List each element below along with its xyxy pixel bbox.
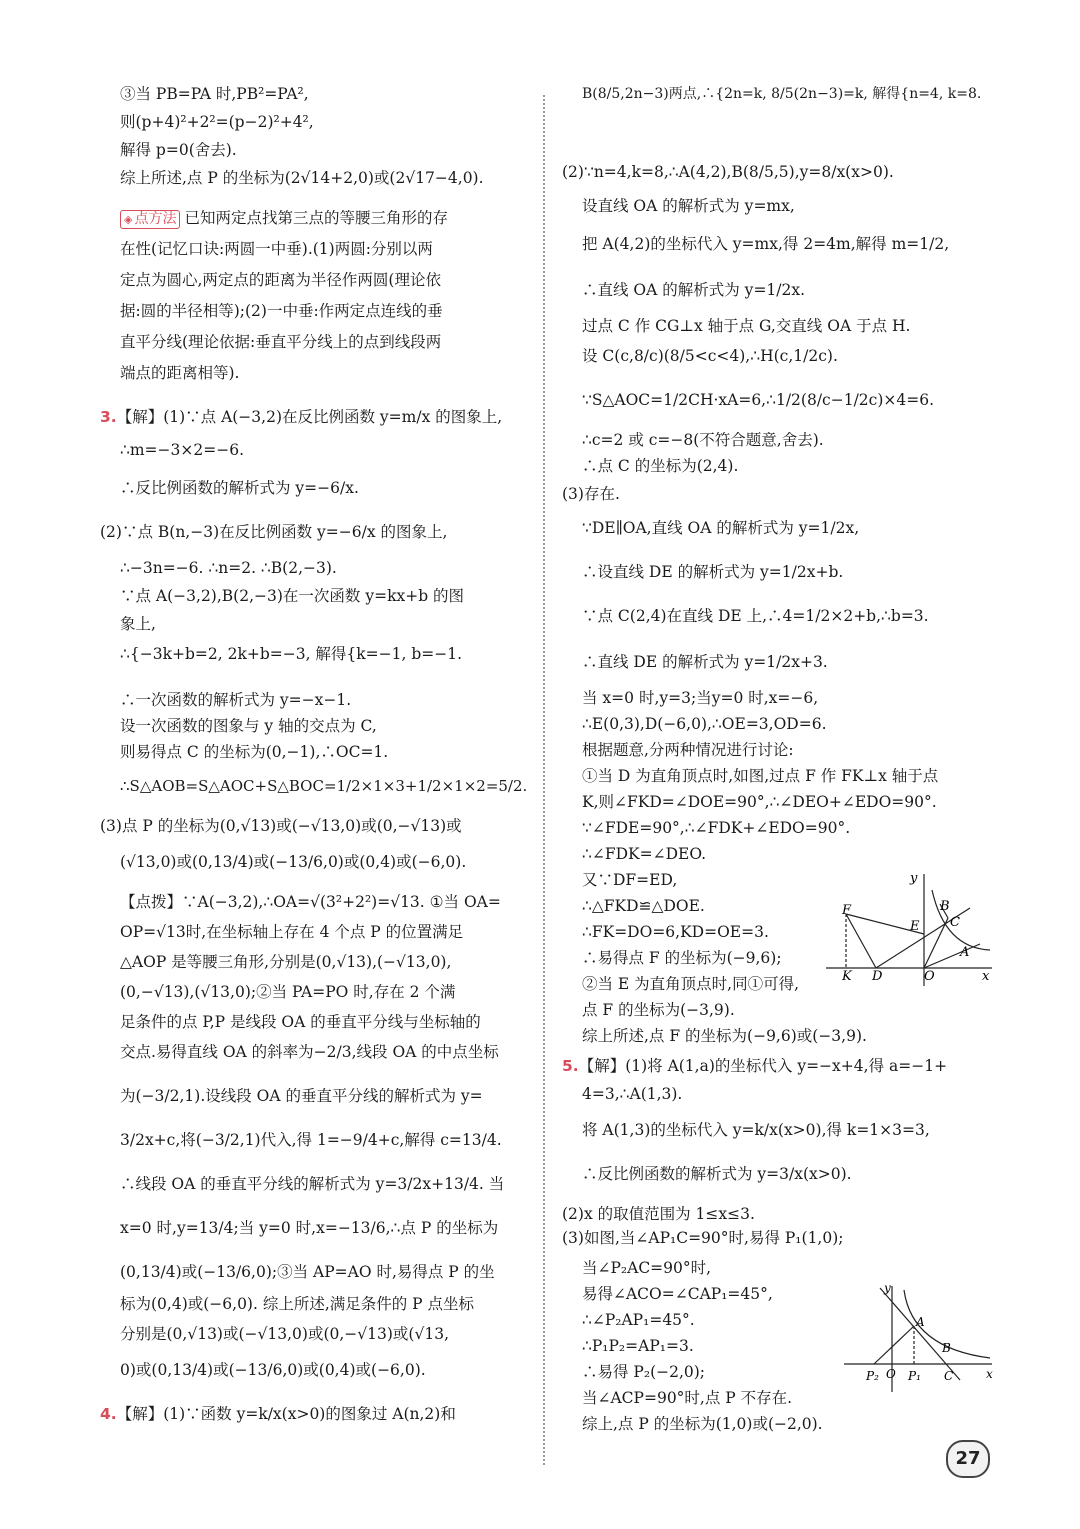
line-text: 当∠P₂AC=90°时, <box>582 1259 712 1277</box>
left-line <box>100 441 532 479</box>
line-text: ∴易得 P₂(−2,0); <box>582 1363 706 1381</box>
line-text: ∵点 A(−3,2),B(2,−3)在一次函数 y=kx+b 的图 <box>120 587 465 605</box>
label-D: D <box>872 969 883 984</box>
line-text: ∴E(0,3),D(−6,0),∴OE=3,OD=6. <box>582 715 827 733</box>
label-A: A <box>916 1315 925 1329</box>
right-line <box>562 819 992 845</box>
label-K: K <box>842 969 852 984</box>
line-text: ∴点 C 的坐标为(2,4). <box>582 457 739 475</box>
line-text: 象上, <box>120 615 156 633</box>
line-text: ∵∠FDE=90°,∴∠FDK+∠EDO=90°. <box>582 819 851 837</box>
line-text: 易得∠ACO=∠CAP₁=45°, <box>582 1285 773 1303</box>
right-line <box>562 563 992 607</box>
label-y: y <box>884 1281 891 1295</box>
line-text: 综上,点 P 的坐标为(1,0)或(−2,0). <box>582 1415 823 1433</box>
left-line <box>100 523 532 559</box>
line-text: 又∵DF=ED, <box>582 871 678 889</box>
left-line <box>100 479 532 523</box>
line-text: ①当 D 为直角顶点时,如图,过点 F 作 FK⊥x 轴于点 <box>582 767 939 785</box>
line-text: 将 A(1,3)的坐标代入 y=k/x(x>0),得 k=1×3=3, <box>582 1121 930 1139</box>
line-text: K,则∠FKD=∠DOE=90°,∴∠DEO+∠EDO=90°. <box>582 793 937 811</box>
right-line <box>562 1085 992 1121</box>
label-B: B <box>942 1341 951 1355</box>
line-text: ∴易得点 F 的坐标为(−9,6); <box>582 949 782 967</box>
left-line <box>100 302 532 333</box>
left-line <box>100 1013 532 1043</box>
left-line <box>100 691 532 717</box>
line-text: 0)或(0,13/4)或(−13/6,0)或(0,4)或(−6,0). <box>120 1361 426 1379</box>
line-text: ∴直线 DE 的解析式为 y=1/2x+3. <box>582 653 828 671</box>
right-line <box>562 767 992 793</box>
line-text: ∴−3n=−6. ∴n=2. ∴B(2,−3). <box>120 559 337 577</box>
left-line <box>100 271 532 302</box>
line-text: ∴一次函数的解析式为 y=−x−1. <box>120 691 352 709</box>
right-line <box>562 793 992 819</box>
left-line <box>100 559 532 587</box>
line-text: ∴直线 OA 的解析式为 y=1/2x. <box>582 281 806 299</box>
diamond-icon: ◈ <box>124 213 133 226</box>
line-text: 则易得点 C 的坐标为(0,−1),∴OC=1. <box>120 743 389 761</box>
line-text: 综上所述,点 P 的坐标为(2√14+2,0)或(2√17−4,0). <box>120 169 484 187</box>
left-line <box>100 1325 532 1361</box>
right-line <box>562 431 992 457</box>
right-line <box>562 1229 992 1259</box>
line-text: (2)x 的取值范围为 1≤x≤3. <box>562 1205 755 1223</box>
line-text: (2)∵点 B(n,−3)在反比例函数 y=−6/x 的图象上, <box>100 523 448 541</box>
line-text: 已知两定点找第三点的等腰三角形的存 <box>184 209 448 227</box>
line-text: △AOP 是等腰三角形,分别是(0,√13),(−√13,0), <box>120 953 452 971</box>
right-line <box>562 235 992 281</box>
line-text: x=0 时,y=13/4;当 y=0 时,x=−13/6,∴点 P 的坐标为 <box>120 1219 499 1237</box>
line-text: (3)点 P 的坐标为(0,√13)或(−√13,0)或(0,−√13)或 <box>100 817 462 835</box>
line-text: ∵DE∥OA,直线 OA 的解析式为 y=1/2x, <box>582 519 860 537</box>
left-line <box>100 1295 532 1325</box>
label-x: x <box>982 969 990 984</box>
label-C: C <box>944 1369 954 1383</box>
left-line <box>100 408 532 441</box>
line-text: 【解】(1)∵点 A(−3,2)在反比例函数 y=m/x 的图象上, <box>116 408 503 426</box>
line-text: 3/2x+c,将(−3/2,1)代入,得 1=−9/4+c,解得 c=13/4. <box>120 1131 502 1149</box>
line-text: 把 A(4,2)的坐标代入 y=mx,得 2=4m,解得 m=1/2, <box>582 235 950 253</box>
left-line <box>100 853 532 893</box>
left-line <box>100 1087 532 1131</box>
line-text: 分别是(0,√13)或(−√13,0)或(0,−√13)或(√13, <box>120 1325 449 1343</box>
line-text: 定点为圆心,两定点的距离为半径作两圆(理论依 <box>120 271 441 289</box>
line-text: 解得 p=0(舍去). <box>120 141 237 159</box>
right-line <box>562 1165 992 1205</box>
line-text: (0,13/4)或(−13/6,0);③当 AP=AO 时,易得点 P 的坐 <box>120 1263 495 1281</box>
line-text: ∴c=2 或 c=−8(不符合题意,舍去). <box>582 431 824 449</box>
label-E: E <box>910 919 920 934</box>
line-text: 直平分线(理论依据:垂直平分线上的点到线段两 <box>120 333 442 351</box>
right-line <box>562 519 992 563</box>
label-x: x <box>986 1367 993 1381</box>
label-F: F <box>842 903 852 918</box>
left-line <box>100 240 532 271</box>
left-line <box>100 1131 532 1175</box>
label-P1: P₁ <box>908 1369 921 1383</box>
line-text: 根据题意,分两种情况进行讨论: <box>582 741 794 759</box>
line-text: (√13,0)或(0,13/4)或(−13/6,0)或(0,4)或(−6,0). <box>120 853 467 871</box>
left-line <box>100 113 532 141</box>
method-tag-label: 点方法 <box>134 211 177 227</box>
line-text: ∴线段 OA 的垂直平分线的解析式为 y=3/2x+13/4. 当 <box>120 1175 505 1193</box>
line-text: 综上所述,点 F 的坐标为(−9,6)或(−3,9). <box>582 1027 867 1045</box>
right-line <box>562 741 992 767</box>
line-text: ②当 E 为直角顶点时,同①可得, <box>582 975 800 993</box>
label-B: B <box>940 899 950 914</box>
line-text: B(8/5,2n−3)两点,∴{2n=k, 8/5(2n−3)=k, 解得{n=4, k=8. <box>582 86 982 102</box>
figure-hyperbola-p-points <box>840 1276 1000 1396</box>
right-line <box>562 281 992 317</box>
right-line <box>562 391 992 431</box>
left-line <box>100 983 532 1013</box>
line-text: 端点的距离相等). <box>120 364 240 382</box>
line-text: (3)如图,当∠AP₁C=90°时,易得 P₁(1,0); <box>562 1229 844 1247</box>
left-line <box>100 645 532 691</box>
line-text: 交点.易得直线 OA 的斜率为−2/3,线段 OA 的中点坐标 <box>120 1043 499 1061</box>
right-line <box>562 1057 992 1085</box>
line-text: 据:圆的半径相等);(2)一中垂:作两定点连线的垂 <box>120 302 443 320</box>
segment-fd <box>846 914 876 968</box>
left-line <box>100 587 532 615</box>
line-text: 4=3,∴A(1,3). <box>582 1085 683 1103</box>
left-line <box>100 141 532 169</box>
page-number: 27 <box>946 1440 990 1478</box>
right-line <box>562 653 992 689</box>
line-text: (2)∵n=4,k=8,∴A(4,2),B(8/5,5),y=8/x(x>0). <box>562 163 894 181</box>
line-text: ∴P₁P₂=AP₁=3. <box>582 1337 694 1355</box>
right-line <box>562 1001 992 1027</box>
line-text: (0,−√13),(√13,0);②当 PA=PO 时,存在 2 个满 <box>120 983 456 1001</box>
problem-number: 5. <box>562 1057 579 1075</box>
left-line <box>100 923 532 953</box>
right-column <box>562 85 992 1441</box>
column-divider <box>543 95 545 1465</box>
left-line <box>100 615 532 645</box>
segment-ap2 <box>874 1326 914 1364</box>
left-line <box>100 333 532 364</box>
left-line <box>100 169 532 209</box>
right-line <box>562 457 992 485</box>
label-O: O <box>924 969 935 984</box>
line-text: (3)存在. <box>562 485 620 503</box>
right-line <box>562 347 992 391</box>
line-text: OP=√13时,在坐标轴上存在 4 个点 P 的位置满足 <box>120 923 464 941</box>
line-text: 【点拨】∵A(−3,2),∴OA=√(3²+2²)=√13. ①当 OA= <box>120 893 501 911</box>
line-text: 则(p+4)²+2²=(p−2)²+4², <box>120 113 314 131</box>
left-column <box>100 85 532 1435</box>
line-text: 过点 C 作 CG⊥x 轴于点 G,交直线 OA 于点 H. <box>582 317 911 335</box>
line-text: 设 C(c,8/c)(8/5<c<4),∴H(c,1/2c). <box>582 347 838 365</box>
right-line <box>562 1415 992 1441</box>
segment-oc <box>924 918 948 968</box>
line-text: ∵点 C(2,4)在直线 DE 上,∴4=1/2×2+b,∴b=3. <box>582 607 929 625</box>
left-line <box>100 85 532 113</box>
left-line <box>100 1219 532 1263</box>
left-line <box>100 717 532 743</box>
line-text: ∴反比例函数的解析式为 y=3/x(x>0). <box>582 1165 852 1183</box>
left-line <box>100 743 532 777</box>
line-text: ∴设直线 DE 的解析式为 y=1/2x+b. <box>582 563 844 581</box>
line-text: ∴{−3k+b=2, 2k+b=−3, 解得{k=−1, b=−1. <box>120 645 463 663</box>
label-A: A <box>960 945 970 960</box>
right-line <box>562 163 992 197</box>
line-text: 在性(记忆口诀:两圆一中垂).(1)两圆:分别以两 <box>120 240 433 258</box>
line-text: 设一次函数的图象与 y 轴的交点为 C, <box>120 717 377 735</box>
right-line <box>562 689 992 715</box>
line-text: 点 F 的坐标为(−3,9). <box>582 1001 735 1019</box>
line-text: 【解】(1)∵函数 y=k/x(x>0)的图象过 A(n,2)和 <box>116 1405 456 1423</box>
line-text: 设直线 OA 的解析式为 y=mx, <box>582 197 795 215</box>
left-line <box>100 777 532 817</box>
line-text: ∴反比例函数的解析式为 y=−6/x. <box>120 479 359 497</box>
method-tag <box>120 210 180 229</box>
left-line <box>100 1263 532 1295</box>
line-text: 足条件的点 P,P 是线段 OA 的垂直平分线与坐标轴的 <box>120 1013 481 1031</box>
right-line <box>562 607 992 653</box>
figure-triangle-construction <box>820 868 1000 988</box>
right-line <box>562 197 992 235</box>
problem-number: 4. <box>100 1405 117 1423</box>
line-text: 当 x=0 时,y=3;当y=0 时,x=−6, <box>582 689 819 707</box>
right-line <box>562 1027 992 1057</box>
line-text: ③当 PB=PA 时,PB²=PA², <box>120 85 309 103</box>
line-text: ∴m=−3×2=−6. <box>120 441 245 459</box>
left-line <box>100 893 532 923</box>
line-text: 当∠ACP=90°时,点 P 不存在. <box>582 1389 793 1407</box>
right-line <box>562 1121 992 1165</box>
right-line <box>562 85 992 163</box>
right-line <box>562 715 992 741</box>
line-text: ∵S△AOC=1/2CH·xA=6,∴1/2(8/c−1/2c)×4=6. <box>582 391 935 409</box>
label-O: O <box>886 1367 896 1381</box>
line-text: ∴∠FDK=∠DEO. <box>582 845 707 863</box>
left-line <box>100 1361 532 1405</box>
line-text: ∴△FKD≌△DOE. <box>582 897 705 915</box>
line-text: 【解】(1)将 A(1,a)的坐标代入 y=−x+4,得 a=−1+ <box>578 1057 948 1075</box>
right-line <box>562 1205 992 1229</box>
line-text: ∴S△AOB=S△AOC+S△BOC=1/2×1×3+1/2×1×2=5/2. <box>120 777 528 795</box>
line-oa <box>924 944 980 968</box>
left-line <box>100 209 532 240</box>
problem-number: 3. <box>100 408 117 426</box>
line-text: 为(−3/2,1).设线段 OA 的垂直平分线的解析式为 y= <box>120 1087 483 1105</box>
label-C: C <box>950 915 960 930</box>
left-line <box>100 364 532 408</box>
left-line <box>100 953 532 983</box>
line-text: 标为(0,4)或(−6,0). 综上所述,满足条件的 P 点坐标 <box>120 1295 475 1313</box>
left-line <box>100 1405 532 1435</box>
left-line <box>100 1175 532 1219</box>
right-line <box>562 317 992 347</box>
line-text: ∴FK=DO=6,KD=OE=3. <box>582 923 769 941</box>
line-text: ∴∠P₂AP₁=45°. <box>582 1311 695 1329</box>
right-line <box>562 485 992 519</box>
left-line <box>100 1043 532 1087</box>
label-P2: P₂ <box>866 1369 879 1383</box>
label-y: y <box>910 871 918 886</box>
left-line <box>100 817 532 853</box>
